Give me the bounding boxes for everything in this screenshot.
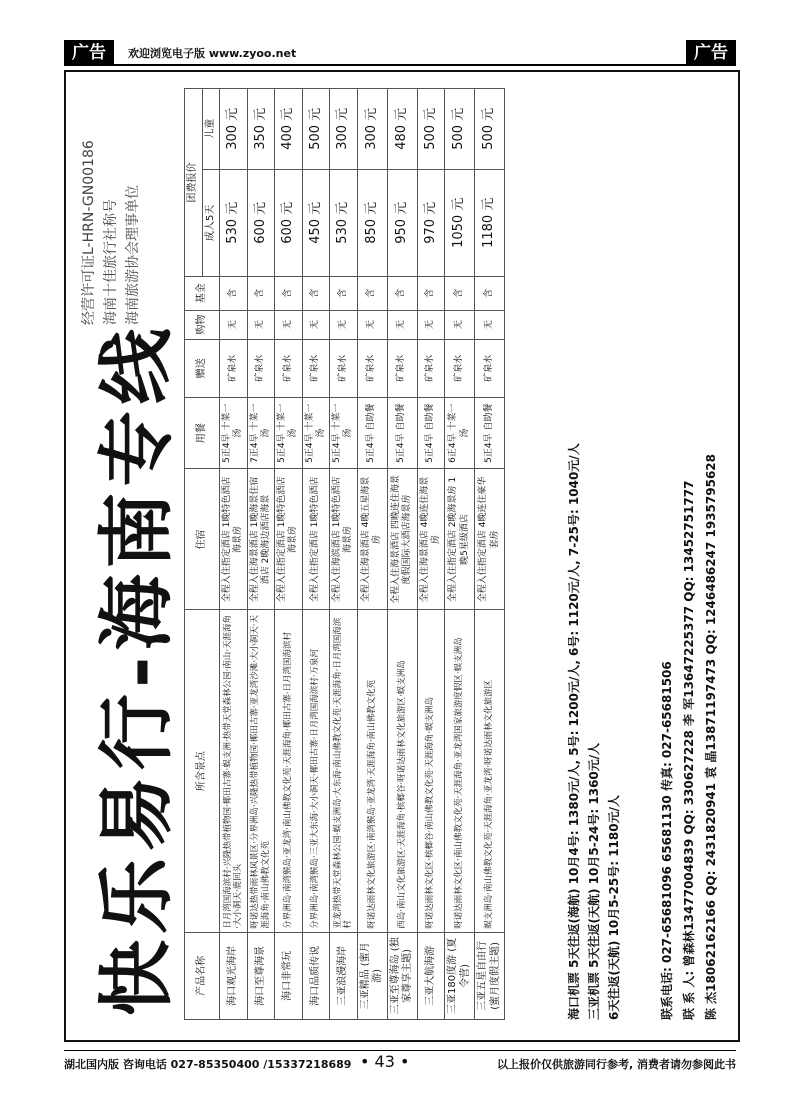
adult-price: 950 元 [387, 169, 417, 276]
child-price: 400 元 [275, 89, 303, 170]
meal-cell: 7正4早 十菜一汤 [247, 397, 275, 469]
gift-cell: 矿泉水 [475, 339, 505, 397]
product-name: 三亚浪漫海岸 [330, 932, 358, 1019]
spots-cell: 西岛·南山文化旅游区·天涯海角·槟榔谷·呀诺达雨林文化旅游区·蜈支洲岛 [387, 610, 417, 932]
meal-cell: 5正4早 十菜一汤 [220, 397, 248, 469]
shop-cell: 无 [475, 310, 505, 339]
adult-price: 1050 元 [445, 169, 475, 276]
product-name: 三亚180度游 (夏令营) [445, 932, 475, 1019]
product-name: 海口至尊海景 [247, 932, 275, 1019]
gift-cell: 矿泉水 [302, 339, 330, 397]
table-row [417, 89, 445, 1020]
license-line: 海南旅游协会理事单位 [125, 185, 141, 325]
rotated-ad-content [66, 72, 738, 1040]
product-name: 海口非常玩 [275, 932, 303, 1019]
meal-cell: 5正4早 自助餐 [417, 397, 445, 469]
flight-schedule [564, 88, 624, 1020]
product-name: 三亚大航海游 [417, 932, 445, 1019]
shop-cell: 无 [417, 310, 445, 339]
child-price: 480 元 [387, 89, 417, 170]
gift-cell: 矿泉水 [417, 339, 445, 397]
adult-price: 530 元 [220, 169, 248, 276]
col-spots: 所含景点 [185, 610, 220, 932]
spots-cell: 呀诺达热带雨林风景区·分界洲岛·兴隆热带植物园·椰田古寨·亚龙湾沙滩·大小洞天·天涯海角·南山佛教文化苑 [247, 610, 275, 932]
spots-cell: 呀诺达雨林文化区·槟榔谷·南山佛教文化苑·天涯海角·蜈支洲岛 [417, 610, 445, 932]
fund-cell: 含 [475, 277, 505, 311]
schedule-line: 6天往返(天航) 10月5-25号: 1180元/人 [607, 795, 621, 1020]
col-product: 产品名称 [185, 932, 220, 1019]
shop-cell: 无 [247, 310, 275, 339]
hotel-cell: 全程入住指定酒店 1晚特色酒店 [302, 469, 330, 610]
adult-price: 970 元 [417, 169, 445, 276]
license-line: 海南十佳旅行社称号 [103, 199, 119, 325]
meal-cell: 5正4早 自助餐 [387, 397, 417, 469]
adult-price: 1180 元 [475, 169, 505, 276]
fund-cell: 含 [275, 277, 303, 311]
fund-cell: 含 [302, 277, 330, 311]
gift-cell: 矿泉水 [275, 339, 303, 397]
hotel-cell: 全程入住海景酒店 1晚海景住宿酒店 2晚海边酒店海景 [247, 469, 275, 610]
child-price: 300 元 [357, 89, 387, 170]
meal-cell: 5正4早 十菜一汤 [275, 397, 303, 469]
fund-cell: 含 [247, 277, 275, 311]
child-price: 300 元 [220, 89, 248, 170]
gift-cell: 矿泉水 [387, 339, 417, 397]
product-name: 海口品质传说 [302, 932, 330, 1019]
spots-cell: 亚龙湾热带天堂森林公园·蜈支洲岛·大东海·南山佛教文化苑·天涯海角·日月湾国海滨村 [330, 610, 358, 932]
hotel-cell: 全程入住海滨酒店 1晚特色酒店海景房 [330, 469, 358, 610]
hotel-cell: 全程入住海景酒店 4晚五星海景房 [357, 469, 387, 610]
gift-cell: 矿泉水 [330, 339, 358, 397]
spots-cell: 分界洲岛·南湾猴岛·亚龙湾·南山佛教文化苑·天涯海角·椰田古寨·日月湾国海滨村 [275, 610, 303, 932]
page-number: • 43 • [360, 1052, 410, 1071]
hotel-cell: 全程入住指定酒店 1晚特色酒店海景房 [220, 469, 248, 610]
gift-cell: 矿泉水 [357, 339, 387, 397]
col-hotel: 住宿 [185, 469, 220, 610]
col-shop: 购物 [185, 310, 220, 339]
adult-price: 600 元 [275, 169, 303, 276]
fund-cell: 含 [220, 277, 248, 311]
shop-cell: 无 [387, 310, 417, 339]
child-price: 500 元 [445, 89, 475, 170]
schedule-line: 三亚机票 5天往返(天航) 10月5-24号: 1360元/人 [587, 742, 601, 1020]
hotel-cell: 全程入住指定酒店 2晚海景房 1晚5星级酒店 [445, 469, 475, 610]
schedule-line: 海口机票 5天往返(海航) 10月4号: 1380元/人, 5号: 1200元/人, 6号: 1120元/人, 7-25号: 1040元/人 [567, 443, 581, 1020]
child-price: 500 元 [475, 89, 505, 170]
table-row [220, 89, 248, 1020]
child-price: 500 元 [417, 89, 445, 170]
hotel-cell: 全程入住海景酒店 4晚连住海景房 [417, 469, 445, 610]
product-name: 三亚五星自由行 (蜜月度假主题) [475, 932, 505, 1019]
table-row [330, 89, 358, 1020]
meal-cell: 5正4早 自助餐 [475, 397, 505, 469]
col-price: 团费报价 [185, 89, 203, 277]
table-row [247, 89, 275, 1020]
site-url[interactable]: 欢迎浏览电子版 www.zyoo.net [128, 47, 297, 60]
child-price: 500 元 [302, 89, 330, 170]
ad-frame [64, 70, 740, 1042]
child-price: 350 元 [247, 89, 275, 170]
table-row [357, 89, 387, 1020]
contact-line: 联 系 人: 曾森林13477004839 QQ: 330627228 李 军13647225377 QQ: 13452751777 [682, 480, 696, 1020]
footer-right: 以上报价仅供旅游同行参考, 消费者请勿参阅此书 [496, 1058, 736, 1071]
contact-line: 陈 杰18062162166 QQ: 2431820941 袁 晶13871197473 QQ: 1246486247 1935795628 [704, 453, 718, 1020]
spots-cell: 呀诺达雨林文化旅游区·南湾猴岛·亚龙湾·天涯海角·南山佛教文化苑 [357, 610, 387, 932]
col-child: 儿童 [202, 89, 220, 170]
fund-cell: 含 [387, 277, 417, 311]
adult-price: 450 元 [302, 169, 330, 276]
contact-line: 联系电话: 027-65681096 65681130 传真: 027-65681506 [660, 661, 674, 1020]
meal-cell: 5正4早 十菜一汤 [330, 397, 358, 469]
product-name: 海口观光海岸 [220, 932, 248, 1019]
footer-left: 湖北国内版 咨询电话 027-85350400 /15337218689 [64, 1058, 352, 1071]
product-name: 三亚精品 (蜜月游) [357, 932, 387, 1019]
hotel-cell: 全程入住指定酒店 4晚连住豪华套房 [475, 469, 505, 610]
brand-title: 快乐易行-海南专线 [92, 322, 181, 1016]
tour-price-table [184, 88, 505, 1020]
adult-price: 600 元 [247, 169, 275, 276]
table-row [387, 89, 417, 1020]
col-gift: 赠送 [185, 339, 220, 397]
col-fund: 基金 [185, 277, 220, 311]
ad-tag-left: 广告 [64, 40, 114, 66]
shop-cell: 无 [445, 310, 475, 339]
spots-cell: 分界洲岛·南湾猴岛·三亚大东海·大小洞天·椰田古寨·日月湾国海滨村·万泉河 [302, 610, 330, 932]
adult-price: 530 元 [330, 169, 358, 276]
ad-tag-right: 广告 [686, 40, 736, 66]
fund-cell: 含 [330, 277, 358, 311]
col-adult: 成人5天 [202, 169, 220, 276]
hotel-cell: 全程入住指定酒店 1晚特色酒店海景房 [275, 469, 303, 610]
shop-cell: 无 [302, 310, 330, 339]
table-row [302, 89, 330, 1020]
gift-cell: 矿泉水 [247, 339, 275, 397]
hotel-cell: 全程入住海景酒店 四晚连住海景度假国际大酒店海景房 [387, 469, 417, 610]
col-meal: 用餐 [185, 397, 220, 469]
adult-price: 850 元 [357, 169, 387, 276]
footer-divider [64, 1050, 736, 1051]
fund-cell: 含 [357, 277, 387, 311]
header-divider [64, 64, 736, 66]
table-row [275, 89, 303, 1020]
gift-cell: 矿泉水 [445, 339, 475, 397]
shop-cell: 无 [330, 310, 358, 339]
spots-cell: 蜈支洲岛·南山佛教文化苑·天涯海角·亚龙湾·呀诺达雨林文化旅游区 [475, 610, 505, 932]
meal-cell: 6正4早 十菜一汤 [445, 397, 475, 469]
shop-cell: 无 [357, 310, 387, 339]
gift-cell: 矿泉水 [220, 339, 248, 397]
table-row [475, 89, 505, 1020]
fund-cell: 含 [445, 277, 475, 311]
table-row [445, 89, 475, 1020]
meal-cell: 5正4早 十菜一汤 [302, 397, 330, 469]
contact-info [656, 88, 722, 1020]
spots-cell: 呀诺达雨林文化区·南山佛教文化苑·天涯海角·亚龙湾国家旅游度假区·蜈支洲岛 [445, 610, 475, 932]
meal-cell: 5正4早 自助餐 [357, 397, 387, 469]
shop-cell: 无 [220, 310, 248, 339]
spots-cell: 日月湾国海滨村·兴隆热带植物园·椰田古寨·蜈支洲·热带天堂森林公园·南山·天涯海角·大小洞天·鹿回头 [220, 610, 248, 932]
fund-cell: 含 [417, 277, 445, 311]
license-line: 经营许可证L-HRN-GN00186 [81, 140, 97, 325]
child-price: 300 元 [330, 89, 358, 170]
product-name: 三亚至尊海岛 (独家尊享主题) [387, 932, 417, 1019]
shop-cell: 无 [275, 310, 303, 339]
